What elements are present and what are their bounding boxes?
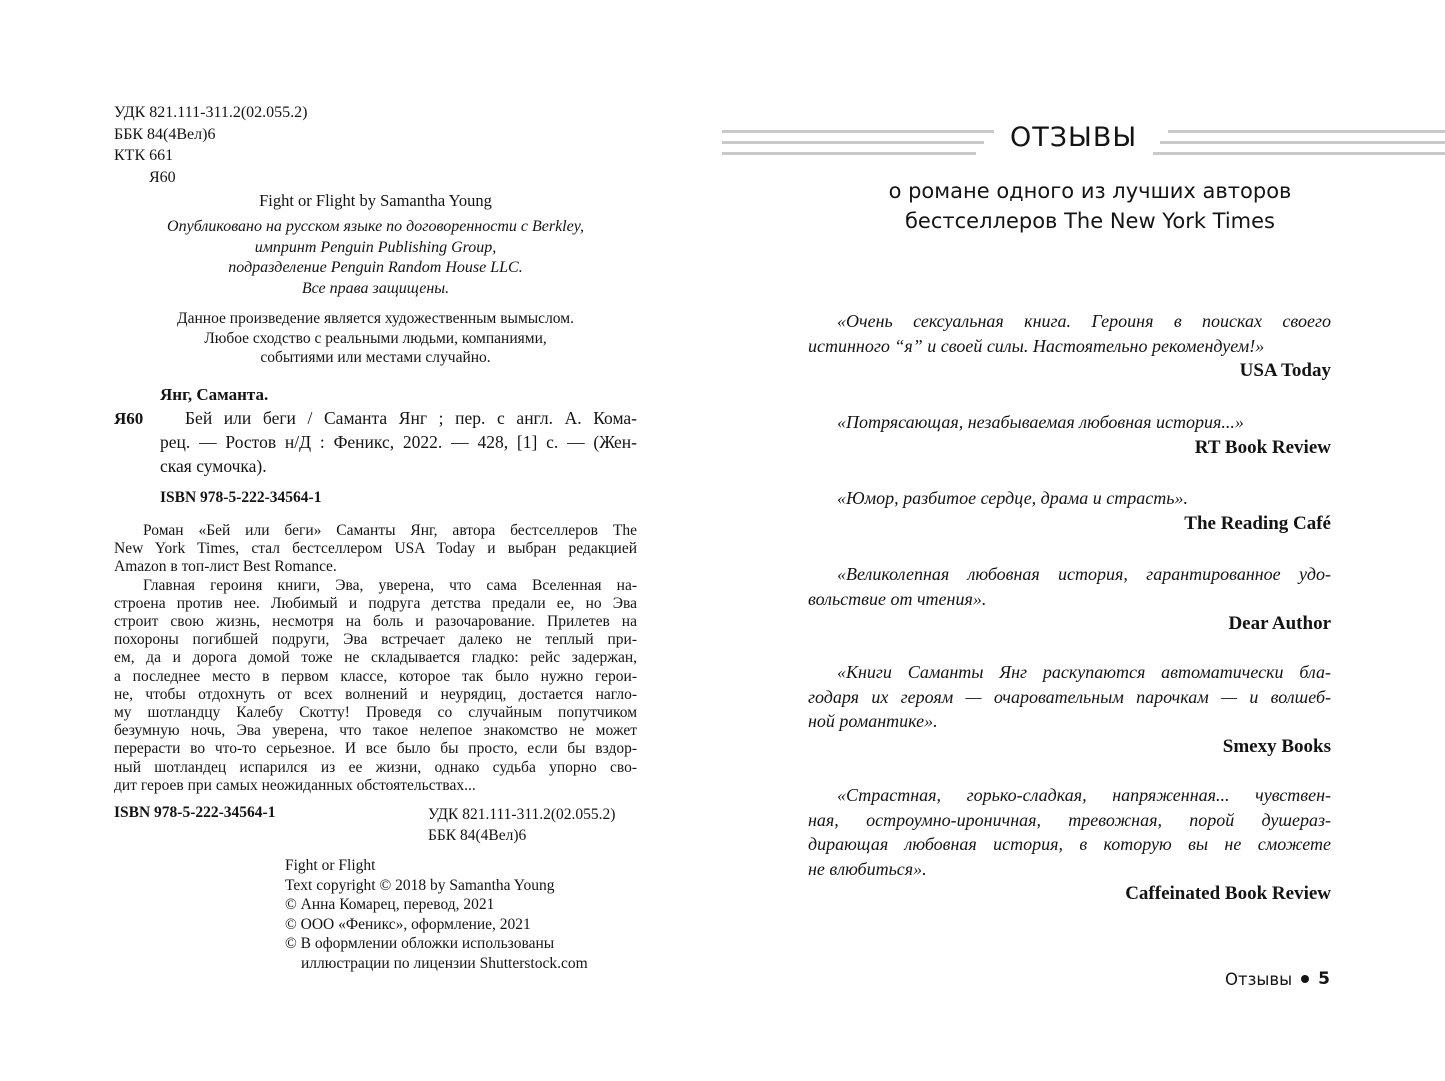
right-page xyxy=(722,0,1445,1081)
header-rule xyxy=(1160,141,1445,144)
publish-note-line: Опубликовано на русском языке по договоренности с Berkley, xyxy=(167,218,584,235)
bibliographic-record xyxy=(160,406,637,478)
annotation-line: строит свою жизнь, несмотря на боль и разочарование. Прилетев на xyxy=(114,613,637,631)
codes-bottom xyxy=(428,804,615,846)
annotation-line: безумную ночь, Эва уверена, что такое нелепое знакомство не может xyxy=(114,722,637,740)
annotation-line: Роман «Бей или беги» Саманты Янг, автора бестселлеров The xyxy=(143,522,637,539)
quote-line: «Юмор, разбитое сердце, драма и страсть». xyxy=(837,488,1188,508)
copyright-line: © Анна Комарец, перевод, 2021 xyxy=(285,896,495,913)
udk-code: УДК 821.111-311.2(02.055.2) xyxy=(114,104,308,121)
annotation-line: дит героев при самых неожиданных обстоятельствах... xyxy=(114,776,476,794)
biblio-line: ская сумочка). xyxy=(160,456,267,476)
copyright-line: Text copyright © 2018 by Samantha Young xyxy=(285,876,555,894)
fiction-disclaimer xyxy=(114,309,637,368)
copyright-block xyxy=(285,856,588,973)
header-rule xyxy=(1153,152,1445,155)
bbk-code: ББК 84(4Вел)6 xyxy=(114,125,216,143)
review-quote xyxy=(808,486,1331,511)
review-source: Dear Author xyxy=(1228,613,1331,634)
ktk-code: КТК 661 xyxy=(114,147,174,164)
review-smexy-books xyxy=(808,660,1331,758)
review-usa-today xyxy=(808,309,1331,382)
author-sign: Я60 xyxy=(149,168,176,186)
annotation-line: перерасти во что-то серьезное. И все было бы просто, если бы вздор- xyxy=(114,740,637,758)
header-rule xyxy=(722,141,984,144)
review-source: Smexy Books xyxy=(1222,735,1331,757)
quote-line: ная, остроумно-ироничная, тревожная, порой душераз- xyxy=(808,809,1331,830)
subtitle-line: о романе одного из лучших авторов xyxy=(888,179,1292,203)
original-title: Fight or Flight by Samantha Young xyxy=(259,191,492,210)
annotation-line: New York Times, стал бестселлером USA Today и выбран редакцией xyxy=(114,540,637,558)
copyright-line: © В оформлении обложки использованы xyxy=(285,935,555,952)
section-subtitle xyxy=(812,176,1368,236)
bbk-code-bottom: ББК 84(4Вел)6 xyxy=(428,827,527,844)
review-source: RT Book Review xyxy=(1194,436,1331,458)
footer-section-label: Отзывы xyxy=(1225,969,1293,989)
quote-line: «Потрясающая, незабываемая любовная история...» xyxy=(837,412,1244,432)
annotation xyxy=(114,522,637,795)
isbn-top: ISBN 978-5-222-34564-1 xyxy=(160,489,322,506)
catalog-code: Я60 xyxy=(114,409,144,428)
quote-line: не влюбиться». xyxy=(808,858,927,879)
quote-line: «Страстная, горько-сладкая, напряженная... чувствен- xyxy=(837,785,1331,805)
page-footer xyxy=(1225,969,1330,989)
section-title: ОТЗЫВЫ xyxy=(1010,122,1138,153)
left-page xyxy=(0,0,722,1081)
biblio-line: рец. — Ростов н/Д : Феникс, 2022. — 428, [1] с. — (Жен- xyxy=(160,432,637,452)
isbn-bottom: ISBN 978-5-222-34564-1 xyxy=(114,804,276,821)
header-rule xyxy=(722,152,976,155)
annotation-line: похороны погибшей подруги, Эва встречает далеко не теплый при- xyxy=(114,631,637,649)
fiction-disclaimer-line: Данное произведение является художественным вымыслом. xyxy=(177,310,574,327)
publish-note-line: Все права защищены. xyxy=(301,279,450,297)
annotation-line: Главная героиня книги, Эва, уверена, что сама Вселенная на- xyxy=(143,576,637,594)
review-quote xyxy=(808,783,1331,881)
review-dear-author xyxy=(808,562,1331,635)
page-number: 5 xyxy=(1318,969,1330,989)
review-quote xyxy=(808,309,1331,358)
header-rule xyxy=(1168,130,1445,133)
review-quote xyxy=(808,410,1331,435)
review-quote xyxy=(808,562,1331,611)
subtitle-line: бестселлеров The New York Times xyxy=(904,209,1275,233)
copyright-line: иллюстрации по лицензии Shutterstock.com xyxy=(301,954,588,972)
annotation-line: му шотландцу Калебу Скотту! Проведя со случайным попутчиком xyxy=(114,704,637,722)
review-source: Caffeinated Book Review xyxy=(1125,883,1331,904)
header-rule xyxy=(722,130,994,133)
review-reading-cafe xyxy=(808,486,1331,535)
annotation-line: Amazon в топ-лист Best Romance. xyxy=(114,558,337,576)
quote-line: «Великолепная любовная история, гарантированное удо- xyxy=(837,564,1331,584)
udk-code-bottom: УДК 821.111-311.2(02.055.2) xyxy=(428,806,616,823)
annotation-line: ный шотландец испарился из ее жизни, однако судьба упорно сво- xyxy=(114,758,637,776)
review-rt-book-review xyxy=(808,410,1331,459)
classification-codes xyxy=(114,102,308,188)
biblio-line: Бей или беги / Саманта Янг ; пер. с англ. А. Кома- xyxy=(185,408,637,428)
copyright-line: © ООО «Феникс», оформление, 2021 xyxy=(285,915,531,933)
quote-line: ной романтике». xyxy=(808,711,938,731)
copyright-line: Fight or Flight xyxy=(285,857,376,874)
annotation-line: строена против нее. Любимый и подруга детства предали ее, но Эва xyxy=(114,594,637,612)
quote-line: годаря их героям — очаровательным парочкам — и волшеб- xyxy=(808,686,1331,707)
annotation-line: не, чтобы отдохнуть от всех волнений и неурядиц, достается нагло- xyxy=(114,685,637,703)
quote-line: дирающая любовная история, в которую вы не сможете xyxy=(808,834,1331,854)
quote-line: вольствие от чтения». xyxy=(808,588,987,609)
quote-line: «Очень сексуальная книга. Героиня в поисках своего xyxy=(837,311,1331,331)
publish-note xyxy=(114,217,637,299)
fiction-disclaimer-line: Любое сходство с реальными людьми, компаниями, xyxy=(204,329,547,347)
annotation-line: ем, да и дорога домой тоже не складывается гладко: рейс задержан, xyxy=(114,649,637,667)
author-heading: Янг, Саманта. xyxy=(160,385,269,404)
bullet-icon xyxy=(1301,975,1309,983)
annotation-line: а последнее место в первом классе, которое так было нужно герои- xyxy=(114,667,637,685)
fiction-disclaimer-line: событиями или местами случайно. xyxy=(260,349,491,366)
review-quote xyxy=(808,660,1331,734)
review-caffeinated-book-review xyxy=(808,783,1331,905)
quote-line: истинного “я” и своей силы. Настоятельно рекомендуем!» xyxy=(808,335,1265,356)
publish-note-line: подразделение Penguin Random House LLC. xyxy=(228,259,523,276)
review-source: The Reading Café xyxy=(1184,512,1331,534)
review-source: USA Today xyxy=(1239,360,1331,381)
quote-line: «Книги Саманты Янг раскупаются автоматически бла- xyxy=(837,662,1331,682)
publish-note-line: импринт Penguin Publishing Group, xyxy=(254,238,497,256)
